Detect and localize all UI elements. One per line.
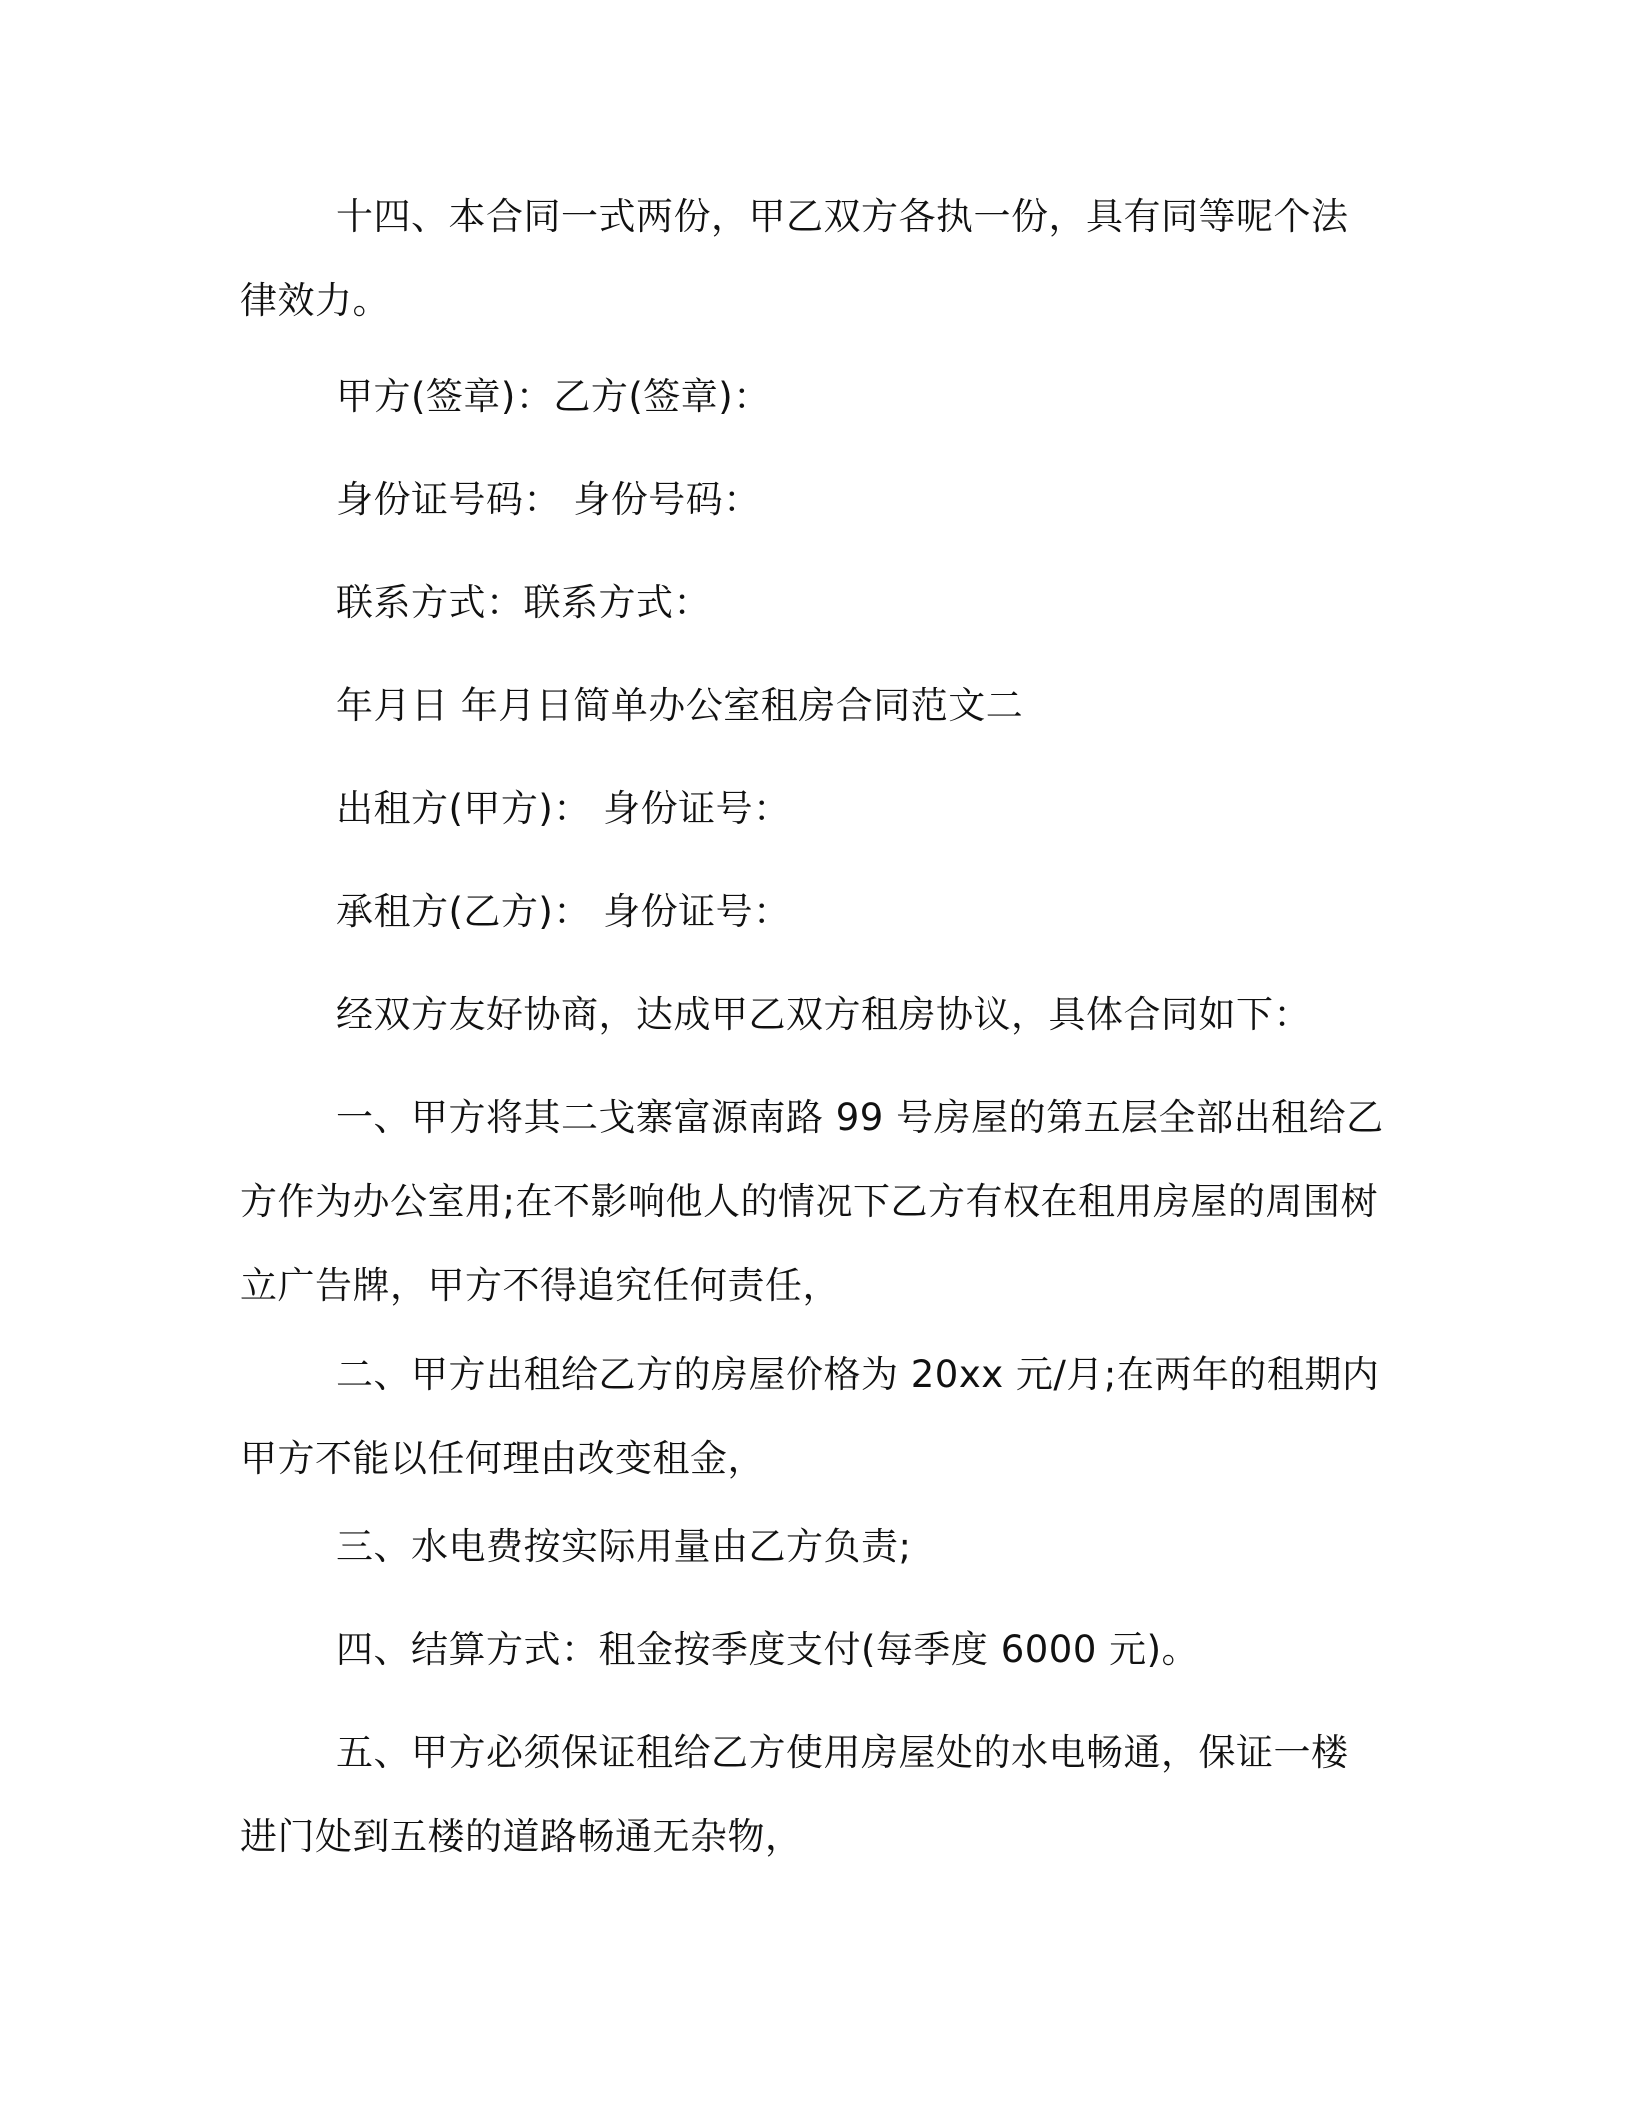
paragraph-contact: 联系方式：联系方式： [336, 581, 711, 624]
paragraph-clause-4: 四、结算方式：租金按季度支付(每季度 6000 元)。 [336, 1628, 1200, 1671]
paragraph-clause-14: 十四、本合同一式两份，甲乙双方各执一份，具有同等呢个法律效力。 [240, 195, 1349, 322]
paragraph-lessee: 承租方(乙方)： 身份证号： [336, 890, 791, 933]
paragraph-clause-2: 二、甲方出租给乙方的房屋价格为 20xx 元/月;在两年的租期内甲方不能以任何理由改变租金， [240, 1353, 1380, 1480]
paragraph-clause-5: 五、甲方必须保证租给乙方使用房屋处的水电畅通，保证一楼进门处到五楼的道路畅通无杂物， [240, 1731, 1349, 1858]
paragraph-id-number: 身份证号码： 身份号码： [336, 478, 761, 521]
paragraph-clause-3: 三、水电费按实际用量由乙方负责; [336, 1525, 912, 1568]
paragraph-intro: 经双方友好协商，达成甲乙双方租房协议，具体合同如下： [336, 993, 1311, 1036]
paragraph-date-title: 年月日 年月日简单办公室租房合同范文二 [336, 684, 1024, 727]
paragraph-signature: 甲方(签章)：乙方(签章)： [336, 375, 771, 418]
paragraph-clause-1: 一、甲方将其二戈寨富源南路 99 号房屋的第五层全部出租给乙方作为办公室用;在不影响他人的情况下乙方有权在租用房屋的周围树立广告牌，甲方不得追究任何责任， [240, 1096, 1384, 1307]
paragraph-lessor: 出租方(甲方)： 身份证号： [336, 787, 791, 830]
